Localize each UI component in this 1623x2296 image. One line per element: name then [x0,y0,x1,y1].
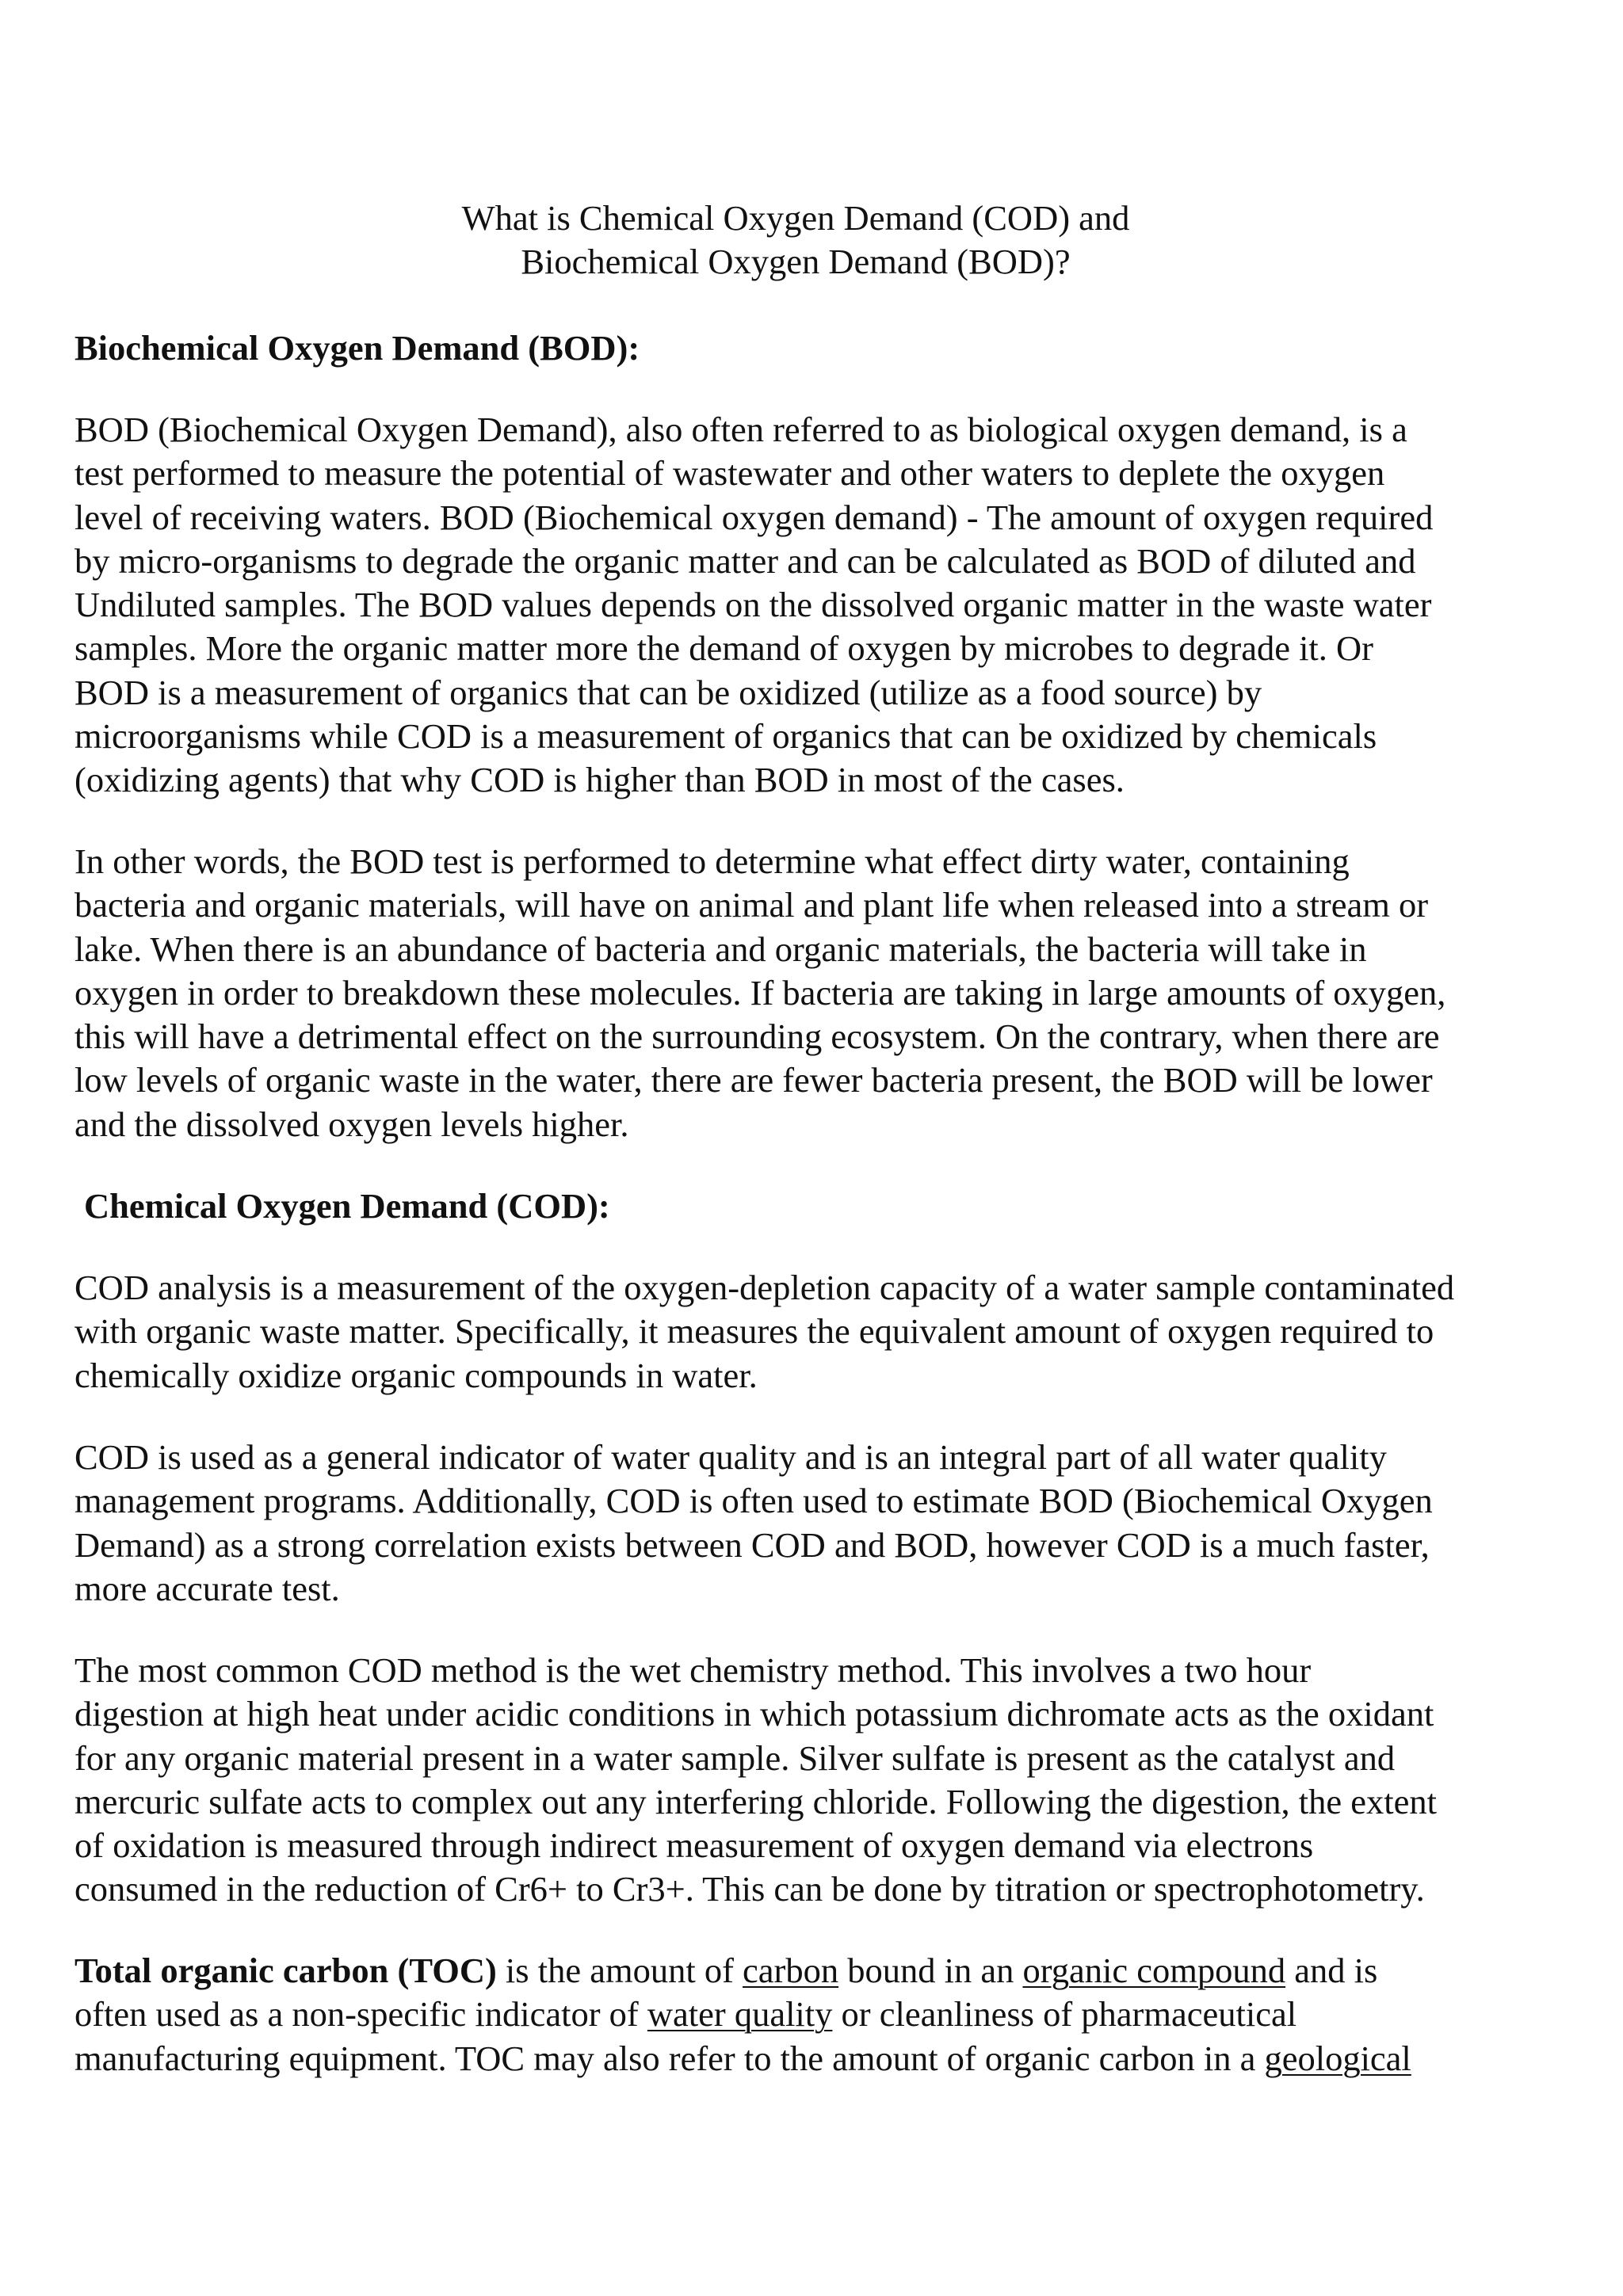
text-line: digestion at high heat under acidic conditions in which potassium dichromate acts as the oxidant [74,1694,1434,1734]
text-run: and is [1285,1951,1378,1990]
text-line: test performed to measure the potential of wastewater and other waters to deplete the oxygen [74,453,1385,494]
text-run: bound in an [838,1951,1023,1990]
text-line [74,1949,1580,1993]
text-line: with organic waste matter. Specifically, it measures the equivalent amount of oxygen required to [74,1311,1434,1352]
text-line: In other words, the BOD test is performed to determine what effect dirty water, containing [74,841,1350,881]
text-line: management programs. Additionally, COD is often used to estimate BOD (Biochemical Oxygen [74,1481,1433,1521]
text-line: this will have a detrimental effect on the surrounding ecosystem. On the contrary, when there are [74,1016,1440,1057]
text-line: The most common COD method is the wet chemistry method. This involves a two hour [74,1650,1312,1690]
text-line: microorganisms while COD is a measurement of organics that can be oxidized by chemicals [74,716,1377,757]
title-line-2: Biochemical Oxygen Demand (BOD)? [521,242,1071,282]
text-line [74,2037,1580,2081]
text-line: lake. When there is an abundance of bacteria and organic materials, the bacteria will take in [74,929,1367,969]
text-line: for any organic material present in a water sample. Silver sulfate is present as the catalyst and [74,1737,1396,1778]
text-line: more accurate test. [74,1568,340,1608]
text-line: and the dissolved oxygen levels higher. [74,1104,629,1144]
text-line: oxygen in order to breakdown these molecules. If bacteria are taking in large amounts of oxygen, [74,972,1446,1013]
text-line: Undiluted samples. The BOD values depends on the dissolved organic matter in the waste water [74,585,1432,625]
text-run: or cleanliness of pharmaceutical [832,1994,1297,2035]
text-line: consumed in the reduction of Cr6+ to Cr3+. This can be done by titration or spectrophotometry. [74,1869,1425,1909]
text-line: mercuric sulfate acts to complex out any interfering chloride. Following the digestion, the extent [74,1781,1437,1821]
text-line: of oxidation is measured through indirect measurement of oxygen demand via electrons [74,1825,1314,1866]
toc-paragraph [74,1949,1580,2081]
title-line-1: What is Chemical Oxygen Demand (COD) and [461,198,1130,238]
text-line: COD is used as a general indicator of water quality and is an integral part of all water quality [74,1437,1387,1477]
text-run: manufacturing equipment. TOC may also refer to the amount of organic carbon in a [74,2038,1265,2078]
cod-paragraph-2 [74,1436,1580,1611]
text-line: low levels of organic waste in the water, there are fewer bacteria present, the BOD will be lower [74,1060,1433,1100]
text-line [74,1993,1580,2036]
cod-paragraph-3 [74,1649,1580,1912]
text-run: is the amount of [496,1951,743,1990]
text-line: BOD is a measurement of organics that can be oxidized (utilize as a food source) by [74,672,1262,712]
link-water-quality[interactable]: water quality [647,1994,833,2035]
text-line: by micro-organisms to degrade the organic matter and can be calculated as BOD of diluted and [74,540,1416,581]
cod-paragraph-1 [74,1266,1580,1398]
text-line: level of receiving waters. BOD (Biochemical oxygen demand) - The amount of oxygen required [74,497,1434,537]
bod-paragraph-1 [74,408,1580,803]
text-line: BOD (Biochemical Oxygen Demand), also often referred to as biological oxygen demand, is a [74,410,1407,449]
text-line: chemically oxidize organic compounds in water. [74,1355,758,1395]
bod-paragraph-2 [74,840,1580,1146]
text-line: Demand) as a strong correlation exists between COD and BOD, however COD is a much faster, [74,1524,1430,1565]
bod-heading: Biochemical Oxygen Demand (BOD): [74,328,640,368]
text-line: samples. More the organic matter more the demand of oxygen by microbes to degrade it. Or [74,628,1374,669]
text-line: COD analysis is a measurement of the oxygen-depletion capacity of a water sample contaminated [74,1268,1455,1307]
document-page [74,0,1580,2296]
text-line: (oxidizing agents) that why COD is higher than BOD in most of the cases. [74,760,1125,800]
cod-heading: Chemical Oxygen Demand (COD): [84,1186,610,1226]
text-line: bacteria and organic materials, will have on animal and plant life when released into a stream or [74,885,1429,925]
document-title [74,196,1517,284]
link-geological[interactable]: geological [1264,2038,1411,2078]
text-run: often used as a non-specific indicator of [74,1994,647,2035]
link-organic-compound[interactable]: organic compound [1022,1951,1286,1990]
toc-term: Total organic carbon (TOC) [74,1951,497,1990]
link-carbon[interactable]: carbon [743,1951,839,1990]
